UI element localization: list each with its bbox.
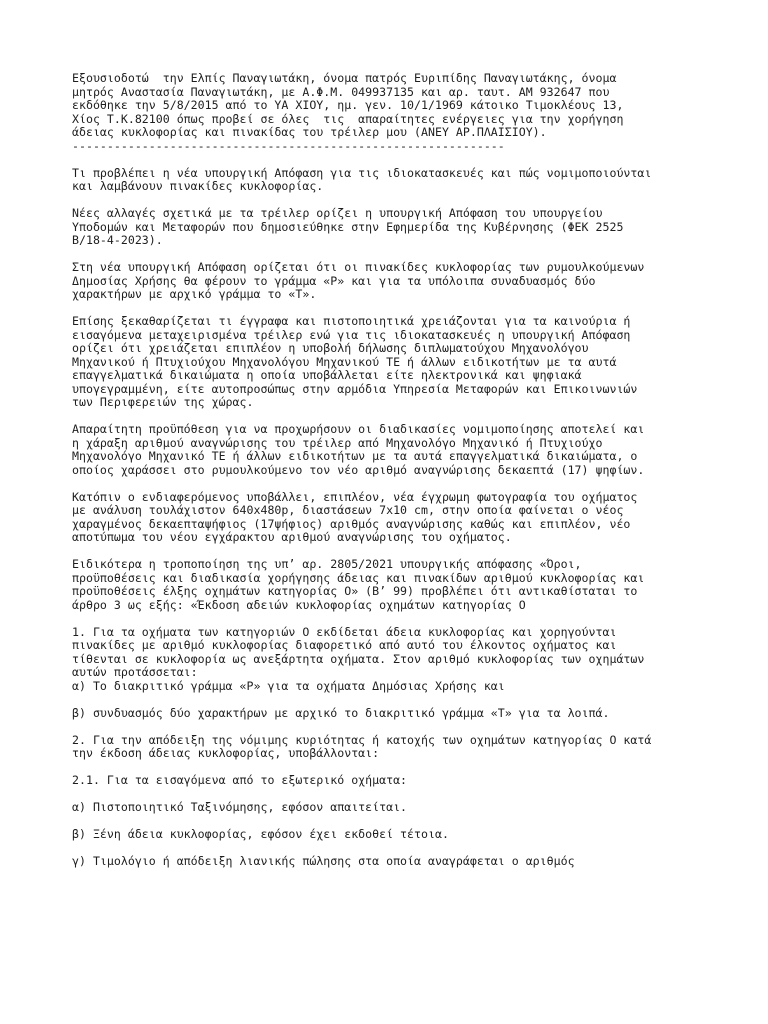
text-line: 2. Για την απόδειξη της νόμιμης κυριότητας ή κατοχής των οχημάτων κατηγορίας Ο κατά (72, 732, 652, 747)
document-paragraph (72, 626, 702, 694)
text-line: άρθρο 3 ως εξής: «Έκδοση αδειών κυκλοφορίας οχημάτων κατηγορίας Ο (72, 597, 526, 612)
text-line: χαραγμένος δεκαεπταψήφιος (17ψήφιος) αριθμός αναγνώρισης καθώς και επιπλέον, νέο (72, 516, 631, 531)
text-line: προϋποθέσεις έλξης οχημάτων κατηγορίας Ο» (Β’ 99) προβλέπει ότι αντικαθίσταται το (72, 584, 638, 598)
document-paragraph (72, 828, 702, 842)
document-paragraph (72, 558, 702, 612)
text-line: και λαμβάνουν πινακίδες κυκλοφορίας. (72, 179, 324, 193)
text-line: Τι προβλέπει η νέα υπουργική Απόφαση για τις ιδιοκατασκευές και πώς νομιμοποιούνται (72, 165, 652, 180)
text-line: την έκδοση άδειας κυκλοφορίας, υποβάλλονται: (72, 746, 380, 760)
text-line: α) Το διακριτικό γράμμα «Ρ» για τα οχήματα Δημόσιας Χρήσης και (72, 678, 505, 693)
text-line: Χίος Τ.Κ.82100 όπως προβεί σε όλες τις απαραίτητες ενέργειες για την χορήγηση (72, 111, 624, 126)
text-line: Δημοσίας Χρήσης θα φέρουν το γράμμα «Ρ» και για τα υπόλοιπα συναδυασμός δύο (72, 273, 596, 288)
text-line: πινακίδες με αριθμό κυκλοφορίας διαφορετικό από αυτό του έλκοντος οχήματος και (72, 638, 617, 652)
document-paragraph (72, 167, 702, 194)
text-line: των Περιφερειών της χώρας. (72, 395, 254, 409)
document-paragraph (72, 261, 702, 302)
text-line: άδειας κυκλοφορίας και πινακίδας του τρέιλερ μου (ΑΝΕΥ ΑΡ.ΠΛΑΙΣΙΟΥ). (72, 125, 547, 139)
text-line: 1. Για τα οχήματα των κατηγοριών Ο εκδίδεται άδεια κυκλοφορίας και χορηγούνται (72, 624, 617, 639)
text-line: υπογεγραμμένη, είτε αυτοπροσώπως στην αρμόδια Υπηρεσία Μεταφορών και Επικοινωνιών (72, 381, 638, 396)
text-line: Κατόπιν ο ενδιαφερόμενος υποβάλλει, επιπλέον, νέα έγχρωμη φωτογραφία του οχήματος (72, 489, 638, 504)
text-line: οποίος χαράσσει στο ρυμουλκούμενο τον νέο αριθμό αναγνώρισης δεκαεπτά (17) ψηφίων. (72, 462, 645, 477)
text-line: Ειδικότερα η τροποποίηση της υπ’ αρ. 2805/2021 υπουργικής απόφασης «Όροι, (72, 557, 582, 571)
text-line: μητρός Αναστασία Παναγιωτάκη, με Α.Φ.Μ. 049937135 και αρ. ταυτ. ΑΜ 932647 που (72, 84, 610, 99)
text-line: Υποδομών και Μεταφορών που δημοσιεύθηκε στην Εφημερίδα της Κυβέρνησης (ΦΕΚ 2525 (72, 219, 624, 234)
document-paragraph (72, 315, 702, 410)
text-line: Απαραίτητη προϋπόθεση για να προχωρήσουν οι διαδικασίες νομιμοποίησης αποτελεί και (72, 422, 645, 436)
text-line: ορίζει ότι χρειάζεται επιπλέον η υποβολή δήλωσης διπλωματούχου Μηχανολόγου (72, 341, 589, 355)
text-line: Εξουσιοδοτώ την Ελπίς Παναγιωτάκη, όνομα πατρός Ευριπίδης Παναγιωτάκης, όνομα (72, 71, 617, 85)
text-line: χαρακτήρων με αρχικό γράμμα το «Τ». (72, 287, 317, 301)
document-paragraph (72, 801, 702, 815)
text-line: προϋποθέσεις και διαδικασία χορήγησης άδειας και πινακίδων αριθμού κυκλοφορίας και (72, 570, 645, 585)
text-line: β) Ξένη άδεια κυκλοφορίας, εφόσον έχει εκδοθεί τέτοια. (72, 827, 449, 841)
text-line: Μηχανολόγο Μηχανικό ΤΕ ή άλλων ειδικοτήτων με τα αυτά επαγγελματικά δικαιώματα, ο (72, 449, 638, 463)
document-page (72, 72, 702, 882)
document-paragraph (72, 707, 702, 721)
document-paragraph (72, 72, 702, 153)
document-paragraph (72, 423, 702, 477)
text-line: 2.1. Για τα εισαγόμενα από το εξωτερικό οχήματα: (72, 773, 408, 787)
text-line: Νέες αλλαγές σχετικά με τα τρέιλερ ορίζει η υπουργική Απόφαση του υπουργείου (72, 206, 603, 220)
text-line: β) συνδυασμός δύο χαρακτήρων με αρχικό το διακριτικό γράμμα «Τ» για τα λοιπά. (72, 705, 610, 720)
text-line: αποτύπωμα του νέου εγχάρακτου αριθμού αναγνώρισης του οχήματος. (72, 530, 512, 544)
text-line: γ) Τιμολόγιο ή απόδειξη λιανικής πώλησης στα οποία αναγράφεται ο αριθμός (72, 854, 575, 868)
text-line: αυτών προτάσσεται: (72, 665, 198, 679)
text-line: Μηχανικού ή Πτυχιούχου Μηχανολόγου Μηχανικού ΤΕ ή άλλων ειδικοτήτων με τα αυτά (72, 354, 617, 369)
document-paragraph (72, 855, 702, 869)
text-line: α) Πιστοποιητικό Ταξινόμησης, εφόσον απαιτείται. (72, 800, 408, 814)
document-paragraph (72, 734, 702, 761)
text-line: με ανάλυση τουλάχιστον 640x480p, διαστάσεων 7x10 cm, στην οποία φαίνεται ο νέος (72, 503, 624, 517)
separator-line: -------------------------------------------------------------- (72, 138, 505, 153)
document-paragraph (72, 491, 702, 545)
text-line: επαγγελματικά δικαιώματα η οποία υποβάλλεται είτε ηλεκτρονικά και ψηφιακά (72, 368, 582, 382)
text-line: τίθενται σε κυκλοφορία ως ανεξάρτητα οχήματα. Στον αριθμό κυκλοφορίας των οχημάτων (72, 651, 645, 666)
text-line: εισαγόμενα μεταχειρισμένα τρέιλερ ενώ για τις ιδιοκατασκευές η υπουργική Απόφαση (72, 327, 631, 342)
text-line: Β/18-4-2023). (72, 233, 163, 247)
text-line: η χάραξη αριθμού αναγνώρισης του τρέιλερ από Μηχανολόγο Μηχανικό ή Πτυχιούχο (72, 435, 603, 450)
text-line: Επίσης ξεκαθαρίζεται τι έγγραφα και πιστοποιητικά χρειάζονται για τα καινούρια ή (72, 314, 631, 328)
text-line: Στη νέα υπουργική Απόφαση ορίζεται ότι οι πινακίδες κυκλοφορίας των ρυμουλκούμενων (72, 260, 645, 274)
document-paragraph (72, 207, 702, 248)
text-line: εκδόθηκε την 5/8/2015 από το ΥΑ ΧΙΟΥ, ημ. γεν. 10/1/1969 κάτοικο Τιμοκλέους 13, (72, 98, 624, 112)
document-paragraph (72, 774, 702, 788)
